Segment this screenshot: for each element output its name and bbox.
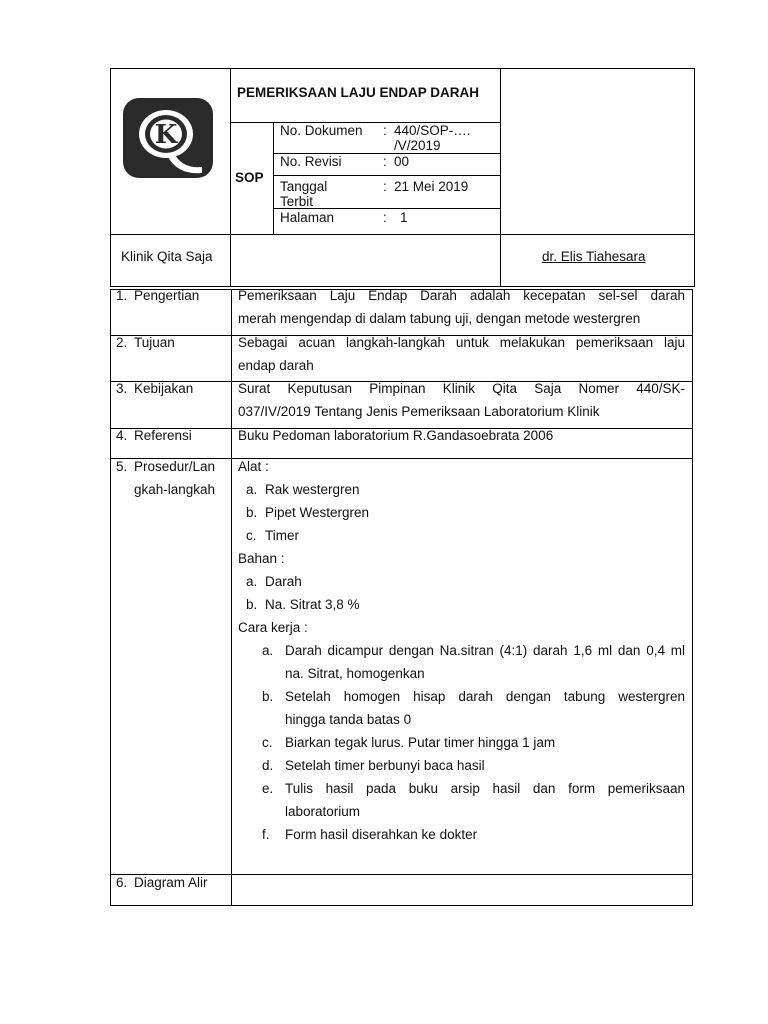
alat-title: Alat :	[238, 459, 269, 474]
document-title: PEMERIKSAAN LAJU ENDAP DARAH	[237, 85, 480, 100]
bahan-title: Bahan :	[238, 551, 285, 566]
doctor-name: dr. Elis Tiahesara	[542, 249, 646, 264]
clinic-name: Klinik Qita Saja	[121, 249, 213, 264]
clinic-logo-icon	[122, 97, 214, 179]
sop-label: SOP	[235, 170, 264, 185]
cara-kerja-title: Cara kerja :	[238, 620, 308, 635]
svg-text:K: K	[154, 120, 178, 150]
